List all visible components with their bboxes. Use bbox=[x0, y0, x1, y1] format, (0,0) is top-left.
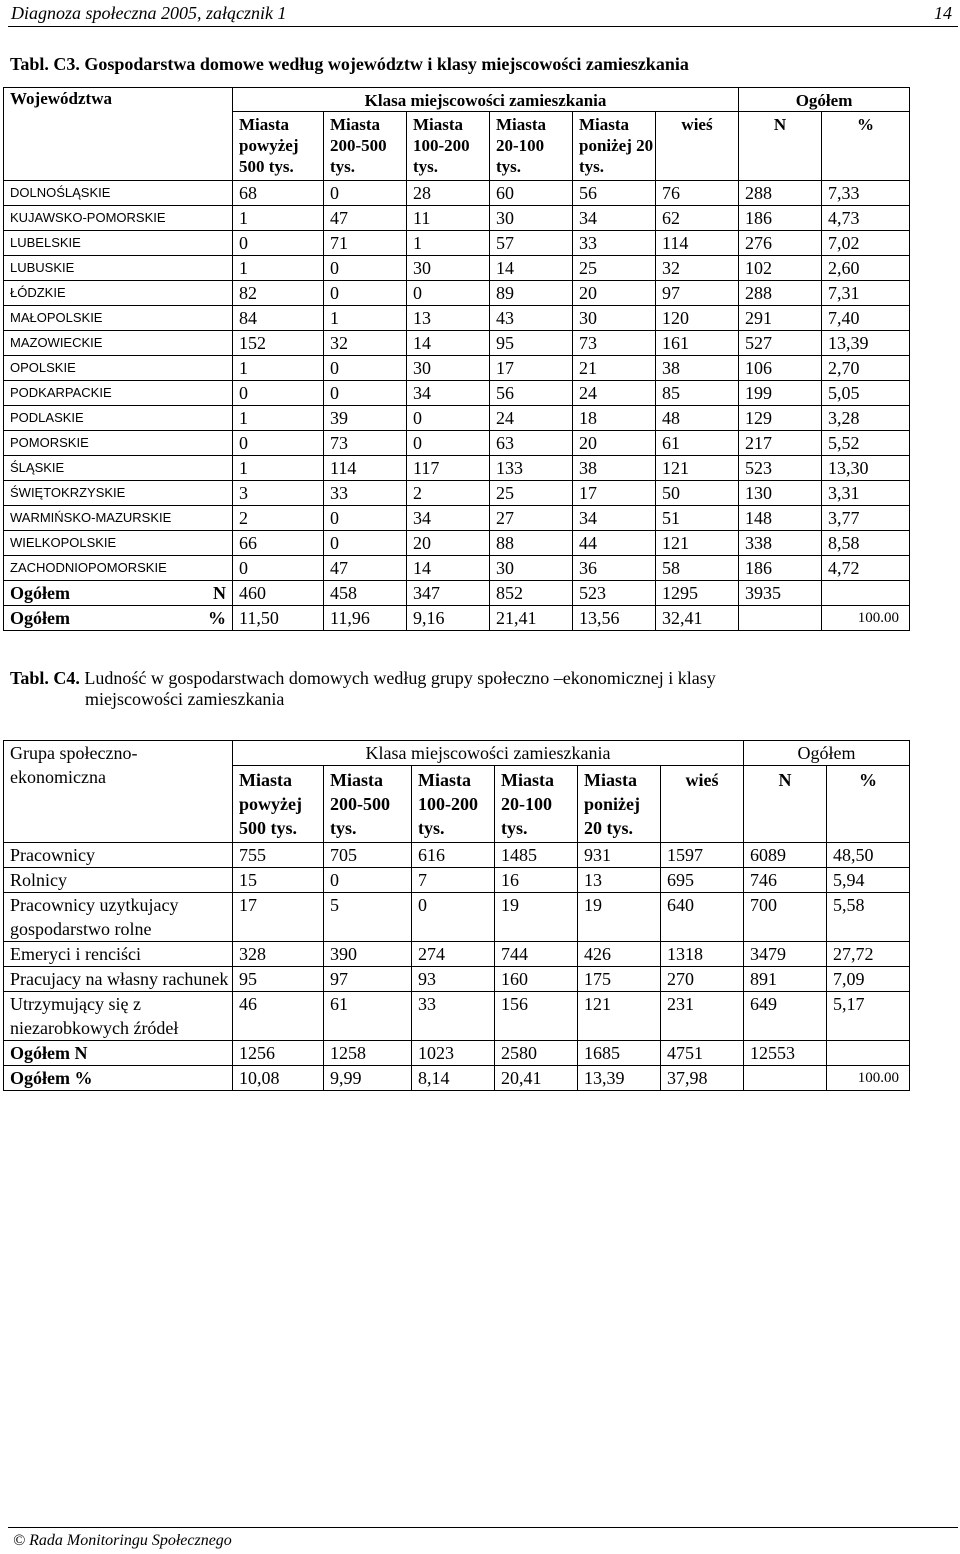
table-cell: 156 bbox=[495, 992, 578, 1041]
table-cell: 1 bbox=[407, 231, 490, 256]
table-cell: 10,08 bbox=[233, 1066, 324, 1091]
table-cell: 7,31 bbox=[822, 281, 910, 306]
table-cell: 50 bbox=[656, 481, 739, 506]
total-pct-final: 100.00 bbox=[827, 1066, 910, 1091]
page-number: 14 bbox=[934, 3, 952, 23]
table-cell: 160 bbox=[495, 967, 578, 992]
table-cell: 58 bbox=[656, 556, 739, 581]
table-cell: 7,02 bbox=[822, 231, 910, 256]
table-row bbox=[4, 531, 910, 556]
table-cell: 93 bbox=[412, 967, 495, 992]
table-cell: 9,99 bbox=[324, 1066, 412, 1091]
table-cell: 14 bbox=[490, 256, 573, 281]
table-cell: 460 bbox=[233, 581, 324, 606]
group-header: Klasa miejscowości zamieszkania bbox=[233, 741, 744, 766]
header-row bbox=[4, 88, 910, 112]
table-row bbox=[4, 431, 910, 456]
corner-header: Województwa bbox=[4, 88, 233, 181]
row-label: Rolnicy bbox=[4, 868, 233, 893]
column-header: Miasta poniżej 20 tys. bbox=[573, 112, 656, 181]
total-n-label: Ogółem N bbox=[4, 1041, 233, 1066]
table-row bbox=[4, 456, 910, 481]
row-label: DOLNOŚLĄSKIE bbox=[4, 181, 233, 206]
total-label-text: Ogółem bbox=[10, 608, 70, 628]
table-cell: 186 bbox=[739, 556, 822, 581]
table-cell: 523 bbox=[739, 456, 822, 481]
column-header: N bbox=[744, 766, 827, 843]
table-row bbox=[4, 556, 910, 581]
row-label: PODKARPACKIE bbox=[4, 381, 233, 406]
table-cell: 30 bbox=[490, 556, 573, 581]
table-cell: 148 bbox=[739, 506, 822, 531]
total-pct-label: Ogółem % bbox=[4, 1066, 233, 1091]
table-cell: 33 bbox=[324, 481, 407, 506]
table-cell: 34 bbox=[407, 381, 490, 406]
table-cell: 56 bbox=[490, 381, 573, 406]
table-cell: 161 bbox=[656, 331, 739, 356]
row-label: ŚLĄSKIE bbox=[4, 456, 233, 481]
table-row bbox=[4, 967, 910, 992]
table-cell: 5,58 bbox=[827, 893, 910, 942]
table-cell: 1295 bbox=[656, 581, 739, 606]
column-header: Miasta 20-100 tys. bbox=[490, 112, 573, 181]
table-cell: 34 bbox=[407, 506, 490, 531]
table-cell: 61 bbox=[656, 431, 739, 456]
table-cell: 5,17 bbox=[827, 992, 910, 1041]
column-header: wieś bbox=[661, 766, 744, 843]
table-cell: 649 bbox=[744, 992, 827, 1041]
table-cell: 746 bbox=[744, 868, 827, 893]
table-cell: 14 bbox=[407, 556, 490, 581]
table-row bbox=[4, 256, 910, 281]
table-cell: 0 bbox=[324, 381, 407, 406]
table-cell: 36 bbox=[573, 556, 656, 581]
table-cell: 13 bbox=[578, 868, 661, 893]
table-cell: 458 bbox=[324, 581, 407, 606]
table-cell: 3,31 bbox=[822, 481, 910, 506]
table-cell: 426 bbox=[578, 942, 661, 967]
table-cell: 30 bbox=[407, 256, 490, 281]
table-cell: 744 bbox=[495, 942, 578, 967]
table-cell: 3 bbox=[233, 481, 324, 506]
table-cell: 114 bbox=[656, 231, 739, 256]
total-n-row bbox=[4, 1041, 910, 1066]
table-cell: 0 bbox=[407, 406, 490, 431]
table-cell: 274 bbox=[412, 942, 495, 967]
table-cell: 291 bbox=[739, 306, 822, 331]
table-cell: 24 bbox=[573, 381, 656, 406]
table-cell: 114 bbox=[324, 456, 407, 481]
table-cell: 121 bbox=[656, 456, 739, 481]
table-row bbox=[4, 181, 910, 206]
column-header: Miasta poniżej 20 tys. bbox=[578, 766, 661, 843]
table-cell: 2,60 bbox=[822, 256, 910, 281]
table-cell: 82 bbox=[233, 281, 324, 306]
table-cell: 4,73 bbox=[822, 206, 910, 231]
total-pct-label bbox=[4, 606, 233, 631]
table-cell: 11,96 bbox=[324, 606, 407, 631]
row-label: Emeryci i renciści bbox=[4, 942, 233, 967]
column-header: % bbox=[827, 766, 910, 843]
table-cell: 152 bbox=[233, 331, 324, 356]
table-row bbox=[4, 406, 910, 431]
table-cell: 46 bbox=[233, 992, 324, 1041]
table-cell: 4,72 bbox=[822, 556, 910, 581]
table-cell: 13,39 bbox=[822, 331, 910, 356]
table-cell: 19 bbox=[495, 893, 578, 942]
table-cell: 20 bbox=[407, 531, 490, 556]
table-cell: 44 bbox=[573, 531, 656, 556]
table-cell: 217 bbox=[739, 431, 822, 456]
table-cell: 1 bbox=[233, 406, 324, 431]
table-cell: 37,98 bbox=[661, 1066, 744, 1091]
table-cell: 71 bbox=[324, 231, 407, 256]
table-cell: 62 bbox=[656, 206, 739, 231]
table-cell: 2,70 bbox=[822, 356, 910, 381]
table-cell: 7,09 bbox=[827, 967, 910, 992]
table-cell: 21,41 bbox=[490, 606, 573, 631]
table-cell: 1318 bbox=[661, 942, 744, 967]
table-cell: 89 bbox=[490, 281, 573, 306]
table-cell: 63 bbox=[490, 431, 573, 456]
total-label-suffix: N bbox=[213, 583, 226, 603]
table-cell: 130 bbox=[739, 481, 822, 506]
table-cell: 129 bbox=[739, 406, 822, 431]
table-row bbox=[4, 843, 910, 868]
table-cell: 68 bbox=[233, 181, 324, 206]
table-row bbox=[4, 231, 910, 256]
table-c4-title: Tabl. C4. Ludność w gospodarstwach domowych według grupy społeczno –ekonomicznej i klasy miejscowości zamieszkania bbox=[10, 668, 716, 709]
table-cell: 30 bbox=[407, 356, 490, 381]
table-cell: 0 bbox=[324, 256, 407, 281]
column-header: Miasta powyżej 500 tys. bbox=[233, 766, 324, 843]
table-cell: 85 bbox=[656, 381, 739, 406]
table-row bbox=[4, 893, 910, 942]
table-cell: 133 bbox=[490, 456, 573, 481]
table-cell: 20 bbox=[573, 431, 656, 456]
table-cell: 30 bbox=[573, 306, 656, 331]
table-cell: 38 bbox=[656, 356, 739, 381]
table-cell: 3935 bbox=[739, 581, 822, 606]
table-cell: 1 bbox=[233, 356, 324, 381]
table-cell: 48,50 bbox=[827, 843, 910, 868]
footer-text: © Rada Monitoringu Społecznego bbox=[13, 1532, 232, 1549]
total-pct-row bbox=[4, 1066, 910, 1091]
table-cell: 0 bbox=[324, 531, 407, 556]
table-cell: 13,30 bbox=[822, 456, 910, 481]
table-row bbox=[4, 992, 910, 1041]
table-cell: 1485 bbox=[495, 843, 578, 868]
table-row bbox=[4, 281, 910, 306]
table-cell-empty bbox=[822, 581, 910, 606]
table-cell: 88 bbox=[490, 531, 573, 556]
table-cell: 231 bbox=[661, 992, 744, 1041]
table-cell: 33 bbox=[412, 992, 495, 1041]
table-c3-title: Tabl. C3. Gospodarstwa domowe według województw i klasy miejscowości zamieszkania bbox=[10, 54, 689, 74]
group-header: Klasa miejscowości zamieszkania bbox=[233, 88, 739, 112]
table-cell: 347 bbox=[407, 581, 490, 606]
table-cell: 4751 bbox=[661, 1041, 744, 1066]
table-cell: 28 bbox=[407, 181, 490, 206]
table-cell: 2 bbox=[233, 506, 324, 531]
table-cell: 73 bbox=[324, 431, 407, 456]
table-c4 bbox=[3, 740, 910, 1091]
table-cell: 14 bbox=[407, 331, 490, 356]
page-footer bbox=[8, 1527, 958, 1552]
row-label: ŁÓDZKIE bbox=[4, 281, 233, 306]
table-cell: 270 bbox=[661, 967, 744, 992]
table-cell: 47 bbox=[324, 556, 407, 581]
table-cell: 32,41 bbox=[656, 606, 739, 631]
table-cell: 8,58 bbox=[822, 531, 910, 556]
table-cell: 527 bbox=[739, 331, 822, 356]
table-cell: 25 bbox=[573, 256, 656, 281]
column-header: Miasta 200-500 tys. bbox=[324, 766, 412, 843]
table-cell: 61 bbox=[324, 992, 412, 1041]
table-cell: 6089 bbox=[744, 843, 827, 868]
table-cell: 73 bbox=[573, 331, 656, 356]
table-cell: 21 bbox=[573, 356, 656, 381]
table-cell: 0 bbox=[324, 868, 412, 893]
column-header: Miasta 100-200 tys. bbox=[412, 766, 495, 843]
table-cell: 57 bbox=[490, 231, 573, 256]
table-cell: 121 bbox=[656, 531, 739, 556]
row-label: Pracownicy uzytkujacy gospodarstwo rolne bbox=[4, 893, 233, 942]
table-cell: 34 bbox=[573, 506, 656, 531]
row-label: Pracujacy na własny rachunek bbox=[4, 967, 233, 992]
table-cell: 32 bbox=[656, 256, 739, 281]
table-cell: 34 bbox=[573, 206, 656, 231]
table-cell: 13,39 bbox=[578, 1066, 661, 1091]
table-cell: 95 bbox=[233, 967, 324, 992]
table-c3 bbox=[3, 87, 910, 631]
table-cell: 13,56 bbox=[573, 606, 656, 631]
table-cell-empty bbox=[739, 606, 822, 631]
table-cell: 523 bbox=[573, 581, 656, 606]
table-cell: 0 bbox=[233, 381, 324, 406]
table-cell: 1023 bbox=[412, 1041, 495, 1066]
row-label: WARMIŃSKO-MAZURSKIE bbox=[4, 506, 233, 531]
total-header: Ogółem bbox=[739, 88, 910, 112]
table-cell: 56 bbox=[573, 181, 656, 206]
column-header: wieś bbox=[656, 112, 739, 181]
table-cell: 48 bbox=[656, 406, 739, 431]
table-cell: 43 bbox=[490, 306, 573, 331]
row-label: POMORSKIE bbox=[4, 431, 233, 456]
table-cell: 0 bbox=[407, 431, 490, 456]
table-cell: 0 bbox=[324, 181, 407, 206]
table-row bbox=[4, 306, 910, 331]
table-cell: 106 bbox=[739, 356, 822, 381]
column-header: N bbox=[739, 112, 822, 181]
table-cell: 121 bbox=[578, 992, 661, 1041]
total-pct-row bbox=[4, 606, 910, 631]
table-cell: 755 bbox=[233, 843, 324, 868]
table-cell: 11 bbox=[407, 206, 490, 231]
table-cell: 640 bbox=[661, 893, 744, 942]
table-cell: 1 bbox=[233, 206, 324, 231]
table-cell: 0 bbox=[407, 281, 490, 306]
row-label: WIELKOPOLSKIE bbox=[4, 531, 233, 556]
table-cell: 338 bbox=[739, 531, 822, 556]
table-cell: 931 bbox=[578, 843, 661, 868]
header-title: Diagnoza społeczna 2005, załącznik 1 bbox=[11, 3, 287, 23]
table-cell: 1256 bbox=[233, 1041, 324, 1066]
table-cell: 18 bbox=[573, 406, 656, 431]
table-cell: 17 bbox=[233, 893, 324, 942]
row-label: ŚWIĘTOKRZYSKIE bbox=[4, 481, 233, 506]
table-row bbox=[4, 331, 910, 356]
table-cell: 1597 bbox=[661, 843, 744, 868]
row-label: Utrzymujący się z niezarobkowych źródeł bbox=[4, 992, 233, 1041]
table-cell: 328 bbox=[233, 942, 324, 967]
table-cell: 186 bbox=[739, 206, 822, 231]
table-cell-empty bbox=[744, 1066, 827, 1091]
table-cell: 120 bbox=[656, 306, 739, 331]
column-header: Miasta 20-100 tys. bbox=[495, 766, 578, 843]
table-cell: 1258 bbox=[324, 1041, 412, 1066]
column-header: Miasta 100-200 tys. bbox=[407, 112, 490, 181]
table-cell: 1685 bbox=[578, 1041, 661, 1066]
table-cell: 66 bbox=[233, 531, 324, 556]
table-cell: 3,77 bbox=[822, 506, 910, 531]
table-cell: 5 bbox=[324, 893, 412, 942]
table-cell: 7,33 bbox=[822, 181, 910, 206]
row-label: PODLASKIE bbox=[4, 406, 233, 431]
table-cell: 2580 bbox=[495, 1041, 578, 1066]
header-row bbox=[4, 741, 910, 766]
column-header: % bbox=[822, 112, 910, 181]
total-header: Ogółem bbox=[744, 741, 910, 766]
total-n-row bbox=[4, 581, 910, 606]
table-cell: 20,41 bbox=[495, 1066, 578, 1091]
table-cell: 102 bbox=[739, 256, 822, 281]
row-label: Pracownicy bbox=[4, 843, 233, 868]
table-cell: 891 bbox=[744, 967, 827, 992]
total-pct-final: 100.00 bbox=[822, 606, 910, 631]
row-label: MAZOWIECKIE bbox=[4, 331, 233, 356]
table-cell: 1 bbox=[324, 306, 407, 331]
table-cell: 0 bbox=[233, 556, 324, 581]
table-cell: 97 bbox=[656, 281, 739, 306]
table-cell: 95 bbox=[490, 331, 573, 356]
table-cell: 199 bbox=[739, 381, 822, 406]
table-cell: 0 bbox=[412, 893, 495, 942]
table-cell: 60 bbox=[490, 181, 573, 206]
table-cell: 616 bbox=[412, 843, 495, 868]
table-cell: 0 bbox=[233, 431, 324, 456]
table-cell: 5,52 bbox=[822, 431, 910, 456]
table-cell: 39 bbox=[324, 406, 407, 431]
table-cell: 117 bbox=[407, 456, 490, 481]
table-cell: 51 bbox=[656, 506, 739, 531]
table-cell: 0 bbox=[324, 506, 407, 531]
table-cell: 76 bbox=[656, 181, 739, 206]
table-cell: 7,40 bbox=[822, 306, 910, 331]
table-cell: 8,14 bbox=[412, 1066, 495, 1091]
row-label: OPOLSKIE bbox=[4, 356, 233, 381]
table-row bbox=[4, 356, 910, 381]
total-label-suffix: % bbox=[208, 608, 226, 628]
table-row bbox=[4, 206, 910, 231]
total-label-text: Ogółem bbox=[10, 583, 70, 603]
column-header: Miasta 200-500 tys. bbox=[324, 112, 407, 181]
table-cell: 695 bbox=[661, 868, 744, 893]
table-cell-empty bbox=[827, 1041, 910, 1066]
corner-header: Grupa społeczno-ekonomiczna bbox=[4, 741, 233, 843]
table-cell: 84 bbox=[233, 306, 324, 331]
table-cell: 17 bbox=[573, 481, 656, 506]
column-header: Miasta powyżej 500 tys. bbox=[233, 112, 324, 181]
table-cell: 1 bbox=[233, 256, 324, 281]
table-cell: 17 bbox=[490, 356, 573, 381]
table-cell: 2 bbox=[407, 481, 490, 506]
table-cell: 0 bbox=[324, 281, 407, 306]
table-cell: 700 bbox=[744, 893, 827, 942]
table-cell: 0 bbox=[324, 356, 407, 381]
table-cell: 20 bbox=[573, 281, 656, 306]
table-cell: 276 bbox=[739, 231, 822, 256]
table-row bbox=[4, 868, 910, 893]
table-cell: 27 bbox=[490, 506, 573, 531]
table-row bbox=[4, 506, 910, 531]
table-row bbox=[4, 381, 910, 406]
table-cell: 3,28 bbox=[822, 406, 910, 431]
table-cell: 13 bbox=[407, 306, 490, 331]
table-cell: 3479 bbox=[744, 942, 827, 967]
total-n-label bbox=[4, 581, 233, 606]
table-cell: 5,94 bbox=[827, 868, 910, 893]
row-label: MAŁOPOLSKIE bbox=[4, 306, 233, 331]
table-cell: 7 bbox=[412, 868, 495, 893]
table-cell: 24 bbox=[490, 406, 573, 431]
table-cell: 1 bbox=[233, 456, 324, 481]
table-cell: 47 bbox=[324, 206, 407, 231]
table-cell: 288 bbox=[739, 281, 822, 306]
table-cell: 9,16 bbox=[407, 606, 490, 631]
table-cell: 852 bbox=[490, 581, 573, 606]
table-cell: 15 bbox=[233, 868, 324, 893]
table-cell: 288 bbox=[739, 181, 822, 206]
table-cell: 390 bbox=[324, 942, 412, 967]
table-cell: 27,72 bbox=[827, 942, 910, 967]
table-cell: 32 bbox=[324, 331, 407, 356]
table-cell: 5,05 bbox=[822, 381, 910, 406]
table-cell: 33 bbox=[573, 231, 656, 256]
table-cell: 97 bbox=[324, 967, 412, 992]
table-cell: 0 bbox=[233, 231, 324, 256]
table-cell: 16 bbox=[495, 868, 578, 893]
table-cell: 19 bbox=[578, 893, 661, 942]
page-header bbox=[8, 2, 958, 27]
table-cell: 705 bbox=[324, 843, 412, 868]
table-cell: 25 bbox=[490, 481, 573, 506]
table-row bbox=[4, 942, 910, 967]
table-row bbox=[4, 481, 910, 506]
row-label: ZACHODNIOPOMORSKIE bbox=[4, 556, 233, 581]
table-cell: 30 bbox=[490, 206, 573, 231]
row-label: LUBELSKIE bbox=[4, 231, 233, 256]
table-cell: 38 bbox=[573, 456, 656, 481]
table-cell: 12553 bbox=[744, 1041, 827, 1066]
row-label: KUJAWSKO-POMORSKIE bbox=[4, 206, 233, 231]
row-label: LUBUSKIE bbox=[4, 256, 233, 281]
table-cell: 175 bbox=[578, 967, 661, 992]
table-cell: 11,50 bbox=[233, 606, 324, 631]
